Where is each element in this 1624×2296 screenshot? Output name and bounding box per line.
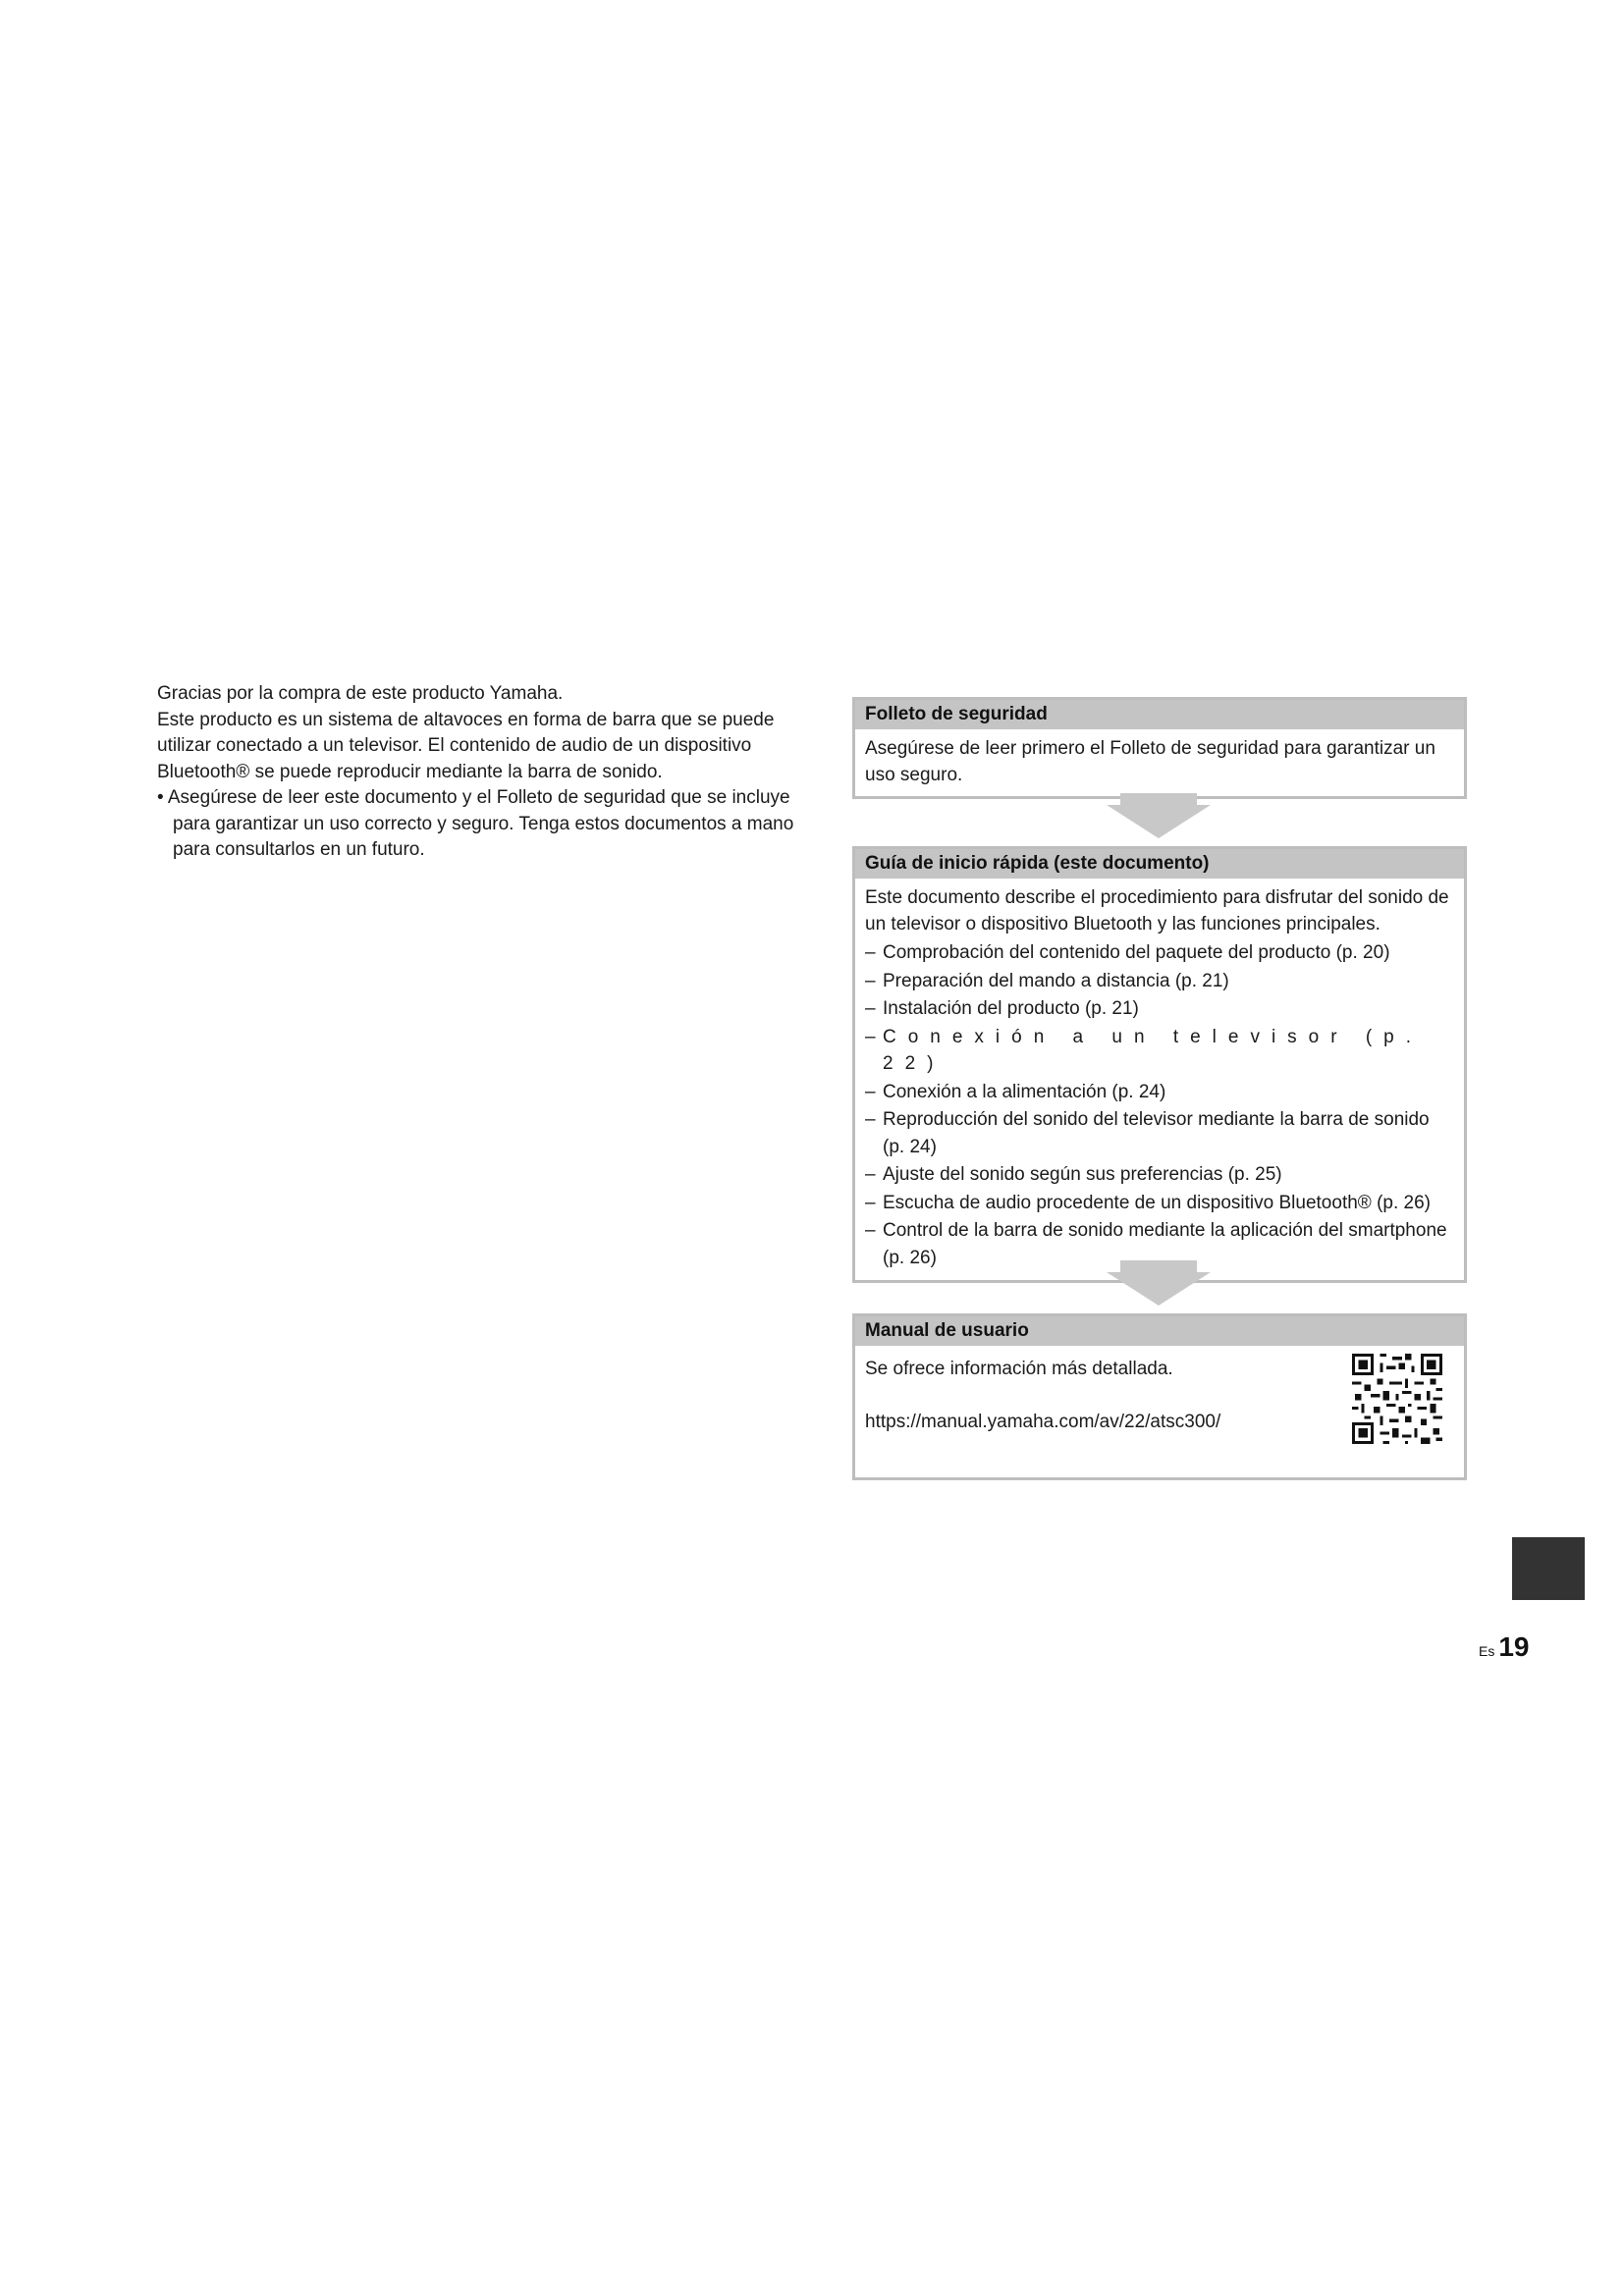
user-manual-box xyxy=(852,1313,1467,1480)
list-item: – Control de la barra de sonido mediante la aplicación del smartphone (p. 26) xyxy=(865,1220,1447,1268)
user-manual-title: Manual de usuario xyxy=(855,1316,1464,1346)
down-arrow-icon xyxy=(1107,793,1211,838)
quick-guide-title: Guía de inicio rápida (este documento) xyxy=(855,849,1464,879)
safety-leaflet-box xyxy=(852,697,1467,799)
intro-bullet: • Asegúrese de leer este documento y el Folleto de seguridad que se incluye para garantizar un uso correcto y seguro. Tenga estos documentos a mano para consultarlos en un futuro. xyxy=(157,787,794,860)
quick-guide-text: Este documento describe el procedimiento para disfrutar del sonido de un televisor o dispositivo Bluetooth y las funciones principales. xyxy=(865,887,1449,934)
intro-greeting: Gracias por la compra de este producto Yamaha. xyxy=(157,683,564,704)
quick-guide-box xyxy=(852,846,1467,1283)
language-code: Es xyxy=(1479,1643,1495,1659)
list-item: – Escucha de audio procedente de un dispositivo Bluetooth® (p. 26) xyxy=(865,1192,1431,1213)
section-tab-marker xyxy=(1512,1537,1585,1600)
intro-paragraph: Este producto es un sistema de altavoces en forma de barra que se puede utilizar conectado a un televisor. El contenido de audio de un dispositivo Bluetooth® se puede reproducir mediante la barra de sonido. xyxy=(157,709,775,782)
user-manual-url[interactable]: https://manual.yamaha.com/av/22/atsc300/ xyxy=(865,1412,1221,1432)
list-item: – Reproducción del sonido del televisor mediante la barra de sonido (p. 24) xyxy=(865,1109,1430,1157)
intro-text xyxy=(157,681,795,864)
safety-leaflet-text: Asegúrese de leer primero el Folleto de seguridad para garantizar un uso seguro. xyxy=(865,738,1435,785)
down-arrow-icon xyxy=(1107,1260,1211,1306)
list-item: – Ajuste del sonido según sus preferencias (p. 25) xyxy=(865,1164,1282,1185)
page-number-value: 19 xyxy=(1498,1631,1530,1662)
qr-code-icon xyxy=(1352,1354,1442,1444)
list-item: – Preparación del mando a distancia (p. 21) xyxy=(865,970,1229,991)
list-item: – Conexión a un televisor (p. 22) xyxy=(865,1026,1424,1074)
list-item: – Comprobación del contenido del paquete del producto (p. 20) xyxy=(865,942,1390,963)
user-manual-text: Se ofrece información más detallada. xyxy=(865,1359,1173,1379)
list-item: – Instalación del producto (p. 21) xyxy=(865,998,1139,1019)
safety-leaflet-title: Folleto de seguridad xyxy=(855,700,1464,729)
list-item: – Conexión a la alimentación (p. 24) xyxy=(865,1081,1166,1102)
page-number xyxy=(1479,1631,1530,1663)
quick-guide-list xyxy=(865,939,1454,1271)
